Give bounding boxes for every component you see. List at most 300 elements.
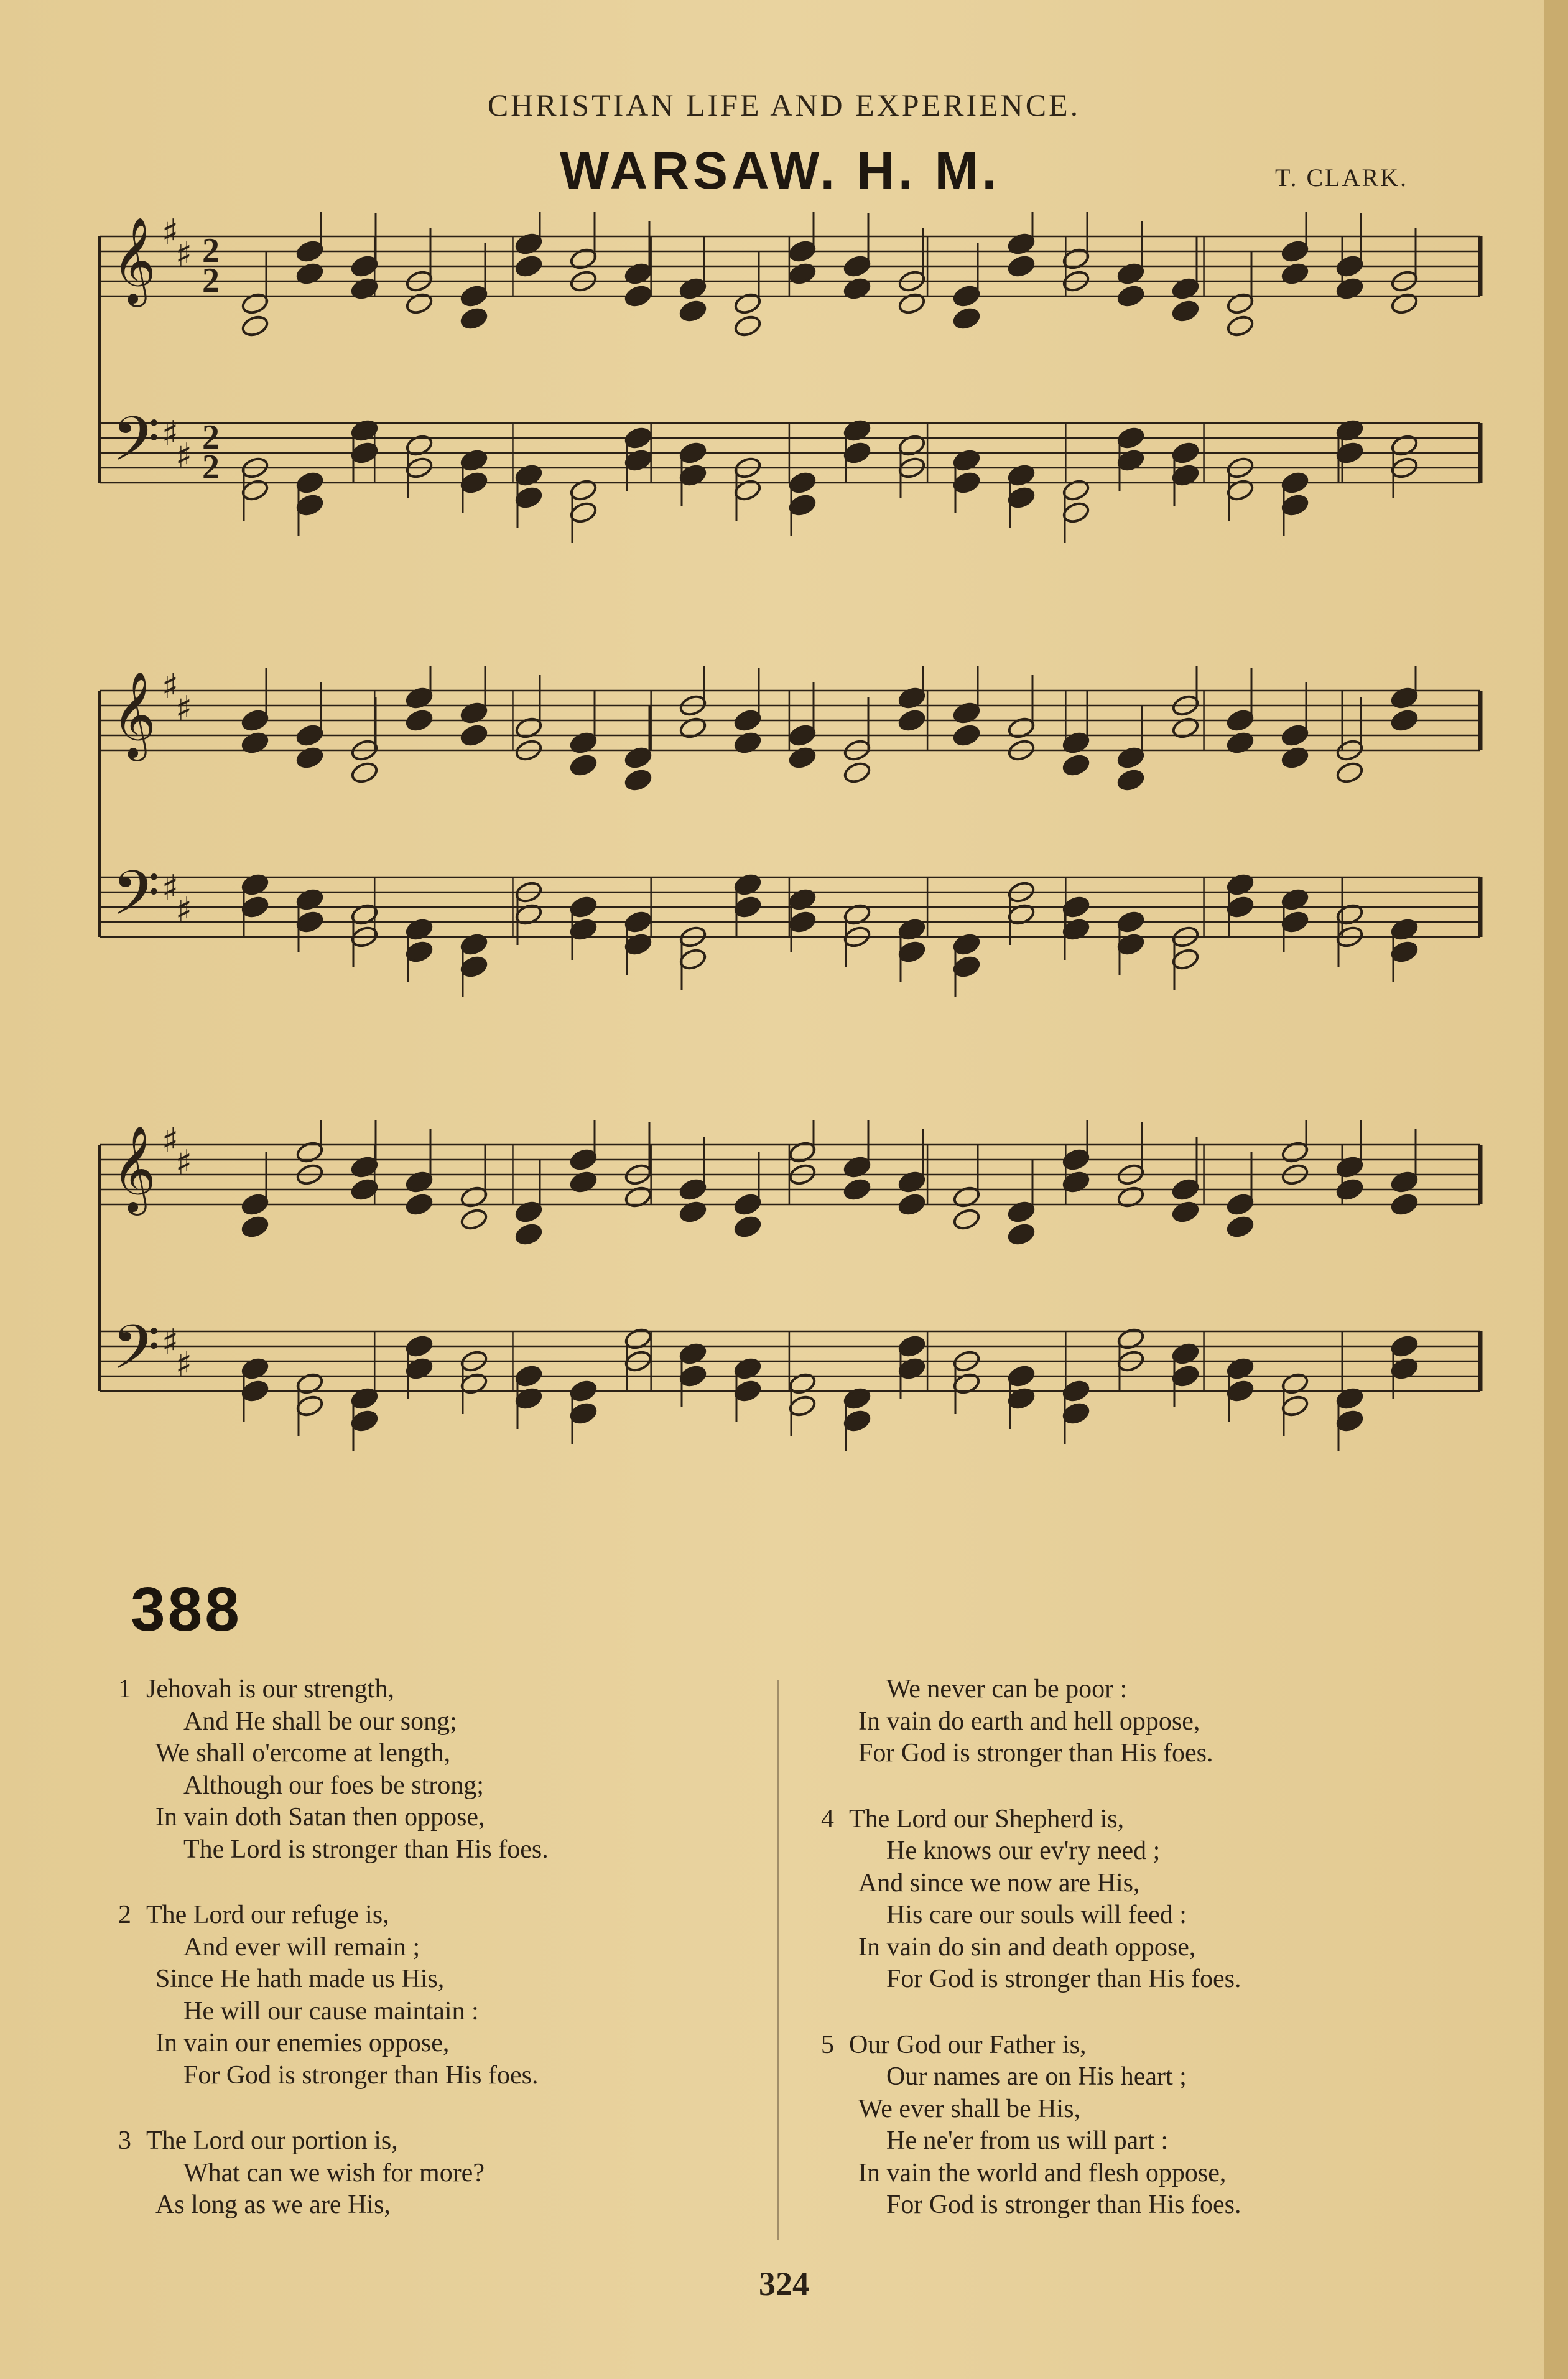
note-head [679,1341,708,1366]
verse-text: He ne'er from us will part : [886,2126,1169,2155]
note-head [788,745,817,770]
note-head [1390,1170,1419,1194]
verse-text: In vain do earth and hell oppose, [858,1706,1200,1736]
verse-line [118,1996,740,2028]
note-head [1062,753,1091,777]
note-head [514,1364,544,1388]
note-head [1226,895,1255,919]
note-head [843,1155,872,1179]
note-head [1335,1177,1365,1201]
verse-text: For God is stronger than His foes. [886,2190,1241,2219]
note-head [241,1356,270,1380]
verse-line [821,2125,1443,2158]
stanza [118,2125,740,2222]
verse-text: He will our cause maintain : [183,1996,479,2026]
verse-text: We ever shall be His, [858,2094,1080,2123]
note-head [898,1356,927,1380]
time-signature: 2 [202,417,220,457]
note-head [1171,299,1200,323]
note-head [569,246,598,271]
note-head [405,1192,434,1216]
note-head [241,1379,270,1403]
note-head [733,1192,763,1216]
stanza-number: 2 [118,1901,131,1929]
note-head [898,686,927,710]
note-head [898,1192,927,1216]
note-head [733,1379,763,1403]
verse-line [118,1899,740,1932]
note-head [1226,708,1255,732]
note-head [679,299,708,323]
note-head [1171,715,1200,740]
verse-text: In vain do sin and death oppose, [858,1932,1196,1962]
note-head [1226,478,1255,502]
note-head [679,1364,708,1388]
sharp-sign: ♯ [162,1322,179,1362]
hymn-number: 388 [131,1575,242,1644]
music-score-1 [93,212,1487,560]
note-head [788,723,817,747]
note-head [952,723,981,747]
note-head [788,493,817,517]
note-head [843,902,872,926]
note-head [733,895,763,919]
note-head [514,1222,544,1246]
note-head [843,418,872,442]
verse-line [118,1963,740,1996]
sharp-sign: ♯ [175,235,193,275]
sharp-sign: ♯ [162,666,179,707]
verse-line [118,1802,740,1834]
note-head [1007,254,1036,278]
verse-text: For God is stronger than His foes. [858,1739,1213,1767]
note-head [460,701,489,725]
note-head [1335,440,1365,465]
verse-line [118,1738,740,1770]
note-head [1226,872,1255,896]
note-head [733,708,763,732]
sharp-sign: ♯ [162,1120,179,1161]
note-head [460,1371,489,1395]
note-head [733,872,763,896]
verse-text: Our names are on His heart ; [886,2062,1187,2091]
sharp-sign: ♯ [162,868,179,908]
note-head [679,440,708,465]
note-head [733,291,763,315]
verse-line [821,1738,1443,1770]
bass-clef: 𝄢 [112,404,160,491]
note-head [1281,493,1310,517]
music-system-3 [93,1120,1487,1468]
composer: T. CLARK. [1275,164,1409,192]
note-head [788,910,817,934]
note-head [1007,1364,1036,1388]
note-head [952,470,981,495]
verse-line [821,2189,1443,2222]
verse-line [821,1868,1443,1900]
verse-text: Since He hath made us His, [155,1965,445,1993]
note-head [952,306,981,330]
note-head [733,730,763,755]
note-head [569,1401,598,1425]
note-head [898,708,927,732]
verse-line [821,2093,1443,2126]
note-head [952,284,981,308]
note-head [898,917,927,941]
note-head [1116,1185,1146,1209]
note-head [679,1199,708,1224]
note-head [1171,1199,1200,1224]
note-head [1335,760,1365,784]
treble-clef: 𝄞 [112,1125,156,1213]
verse-text: In vain the world and flesh oppose, [858,2158,1227,2187]
verse-text: We never can be poor : [886,1675,1128,1703]
note-head [295,1394,325,1418]
verse-line [821,2061,1443,2093]
note-head [1390,433,1419,457]
note-head [514,485,544,510]
time-signature: 2 [202,231,220,270]
verse-text: Jehovah is our strength, [146,1675,394,1703]
verse-line [118,2189,740,2222]
note-head [1335,1386,1365,1410]
note-head [569,478,598,502]
verse-text: As long as we are His, [155,2190,391,2219]
note-head [1281,1394,1310,1418]
note-head [952,701,981,725]
sharp-sign: ♯ [175,890,193,931]
stanza [118,1674,740,1866]
note-head [1226,314,1255,338]
note-head [405,1170,434,1194]
verse-text: What can we wish for more? [183,2158,485,2187]
note-head [898,1170,927,1194]
note-head [1390,939,1419,964]
note-head [1116,745,1146,770]
note-head [1171,1341,1200,1366]
note-head [1116,768,1146,792]
note-head [1281,470,1310,495]
note-head [241,478,270,502]
note-head [679,1177,708,1201]
note-head [1335,276,1365,300]
note-head [1335,418,1365,442]
treble-clef: 𝄞 [112,217,156,304]
verse-text: The Lord our portion is, [146,2126,398,2155]
note-head [788,261,817,286]
note-head [460,284,489,308]
verse-text: We shall o'ercome at length, [155,1739,451,1767]
note-head [1226,1356,1255,1380]
note-head [514,231,544,256]
note-head [843,440,872,465]
note-head [569,1379,598,1403]
note-head [1007,485,1036,510]
sharp-sign: ♯ [175,436,193,477]
verse-text: And ever will remain ; [183,1932,420,1962]
time-signature: 2 [202,261,220,300]
note-head [405,1334,434,1358]
note-head [241,1192,270,1216]
note-head [1171,276,1200,300]
verses-left-column [118,1674,740,2255]
verse-text: Our God our Father is, [849,2030,1087,2059]
note-head [569,895,598,919]
note-head [295,910,325,934]
note-head [624,284,653,308]
note-head [624,426,653,450]
note-head [1116,284,1146,308]
verse-text: For God is stronger than His foes. [886,1965,1241,1993]
note-head [405,917,434,941]
note-head [1226,730,1255,755]
note-head [952,448,981,472]
note-head [1390,1356,1419,1380]
note-head [460,1207,489,1231]
verse-line [118,1674,740,1706]
note-head [241,708,270,732]
note-head [1226,291,1255,315]
note-head [405,686,434,710]
note-head [405,708,434,732]
verse-text: In vain doth Satan then oppose, [155,1803,485,1832]
note-head [1335,254,1365,278]
note-head [514,463,544,487]
note-head [1007,1222,1036,1246]
note-head [295,261,325,286]
note-head [624,261,653,286]
note-head [1171,463,1200,487]
note-head [1390,1192,1419,1216]
music-system-2 [93,666,1487,1014]
verse-text: He knows our ev'ry need ; [886,1837,1161,1865]
note-head [843,1386,872,1410]
note-head [1281,745,1310,770]
note-head [514,254,544,278]
note-head [1281,887,1310,911]
verse-line [821,1835,1443,1868]
note-head [1335,1155,1365,1179]
stanza [821,1674,1443,1770]
note-head [1007,715,1036,740]
verse-text: The Lord is stronger than His foes. [183,1835,549,1864]
note-head [241,314,270,338]
note-head [295,1371,325,1395]
stanza [821,2029,1443,2222]
note-head [514,1386,544,1410]
sharp-sign: ♯ [175,1143,193,1183]
note-head [679,276,708,300]
note-head [952,1185,981,1209]
note-head [1226,1379,1255,1403]
note-head [569,1147,598,1171]
note-head [460,932,489,956]
verse-line [821,2158,1443,2190]
column-divider [777,1680,779,2240]
note-head [1281,1140,1310,1164]
note-head [952,954,981,979]
note-head [1281,910,1310,934]
note-head [405,1356,434,1380]
sharp-sign: ♯ [162,212,179,253]
sharp-sign: ♯ [175,689,193,729]
treble-clef: 𝄞 [112,671,156,758]
note-head [843,276,872,300]
running-head: CHRISTIAN LIFE AND EXPERIENCE. [487,88,1081,123]
verse-text: And since we now are His, [858,1868,1140,1897]
note-head [295,745,325,770]
note-head [1116,910,1146,934]
note-head [405,939,434,964]
note-head [1007,902,1036,926]
verse-line [821,1899,1443,1932]
stanza-number: 1 [118,1675,131,1703]
note-head [624,768,653,792]
note-head [733,1214,763,1239]
note-head [898,433,927,457]
note-head [1062,1401,1091,1425]
music-system-1 [93,212,1487,560]
note-head [952,932,981,956]
sharp-sign: ♯ [162,414,179,454]
note-head [624,1326,653,1351]
note-head [569,730,598,755]
sharp-sign: ♯ [175,1344,193,1385]
note-head [241,1214,270,1239]
page-edge [1544,0,1568,2379]
note-head [295,470,325,495]
note-head [788,239,817,263]
note-head [514,902,544,926]
note-head [624,745,653,770]
note-head [1281,261,1310,286]
note-head [405,433,434,457]
page-number: 324 [759,2265,809,2302]
verse-line [821,1674,1443,1706]
note-head [460,448,489,472]
note-head [569,917,598,941]
note-head [1116,448,1146,472]
note-head [1390,291,1419,315]
note-head [1171,1177,1200,1201]
note-head [460,306,489,330]
note-head [624,1185,653,1209]
verse-line [118,2158,740,2190]
note-head [1116,261,1146,286]
note-head [679,715,708,740]
note-head [679,947,708,971]
verse-line [118,1706,740,1738]
note-head [514,1199,544,1224]
note-head [514,715,544,740]
note-head [1390,708,1419,732]
note-head [1171,947,1200,971]
music-score-3 [93,1120,1487,1468]
note-head [1007,1199,1036,1224]
note-head [843,1408,872,1433]
note-head [241,730,270,755]
note-head [733,1356,763,1380]
verse-text: In vain our enemies oppose, [155,2029,450,2057]
verse-line [118,1834,740,1866]
note-head [295,1140,325,1164]
verse-line [821,1804,1443,1836]
time-signature: 2 [202,447,220,487]
note-head [295,723,325,747]
note-head [843,760,872,784]
note-head [1281,239,1310,263]
note-head [350,1408,379,1433]
note-head [569,1170,598,1194]
note-head [1007,231,1036,256]
note-head [1007,1386,1036,1410]
verse-line [118,2125,740,2158]
note-head [295,493,325,517]
note-head [679,463,708,487]
stanza-number: 5 [821,2030,834,2059]
verse-text: For God is stronger than His foes. [183,2060,539,2090]
note-head [1171,440,1200,465]
note-head [733,478,763,502]
note-head [624,448,653,472]
note-head [350,760,379,784]
note-head [733,314,763,338]
verse-text: The Lord our Shepherd is, [849,1804,1125,1833]
note-head [1281,723,1310,747]
note-head [405,291,434,315]
note-head [460,1185,489,1209]
note-head [624,932,653,956]
stanza-number: 3 [118,2126,131,2155]
note-head [1390,1334,1419,1358]
verse-text: And He shall be our song; [183,1706,457,1736]
note-head [1335,1408,1365,1433]
note-head [1007,463,1036,487]
note-head [952,1207,981,1231]
note-head [569,500,598,524]
note-head [460,723,489,747]
tune-name: WARSAW. H. M. [560,141,1000,200]
note-head [788,1394,817,1418]
verse-line [118,1770,740,1802]
note-head [1116,932,1146,956]
note-head [460,954,489,979]
note-head [788,1140,817,1164]
note-head [952,1371,981,1395]
verse-text: The Lord our refuge is, [146,1901,389,1929]
verse-line [821,1706,1443,1738]
note-head [624,910,653,934]
note-head [1116,426,1146,450]
verse-line [118,1932,740,1964]
bass-clef: 𝄢 [112,1312,160,1399]
note-head [898,291,927,315]
note-head [843,254,872,278]
note-head [569,753,598,777]
verse-line [821,1963,1443,1996]
note-head [1335,902,1365,926]
note-head [788,1371,817,1395]
music-score-2 [93,666,1487,1014]
note-head [1062,500,1091,524]
verses-right-column [821,1674,1443,2255]
bass-clef: 𝄢 [112,858,160,945]
note-head [1390,686,1419,710]
note-head [788,470,817,495]
note-head [788,887,817,911]
stanza-number: 4 [821,1804,834,1833]
note-head [241,872,270,896]
